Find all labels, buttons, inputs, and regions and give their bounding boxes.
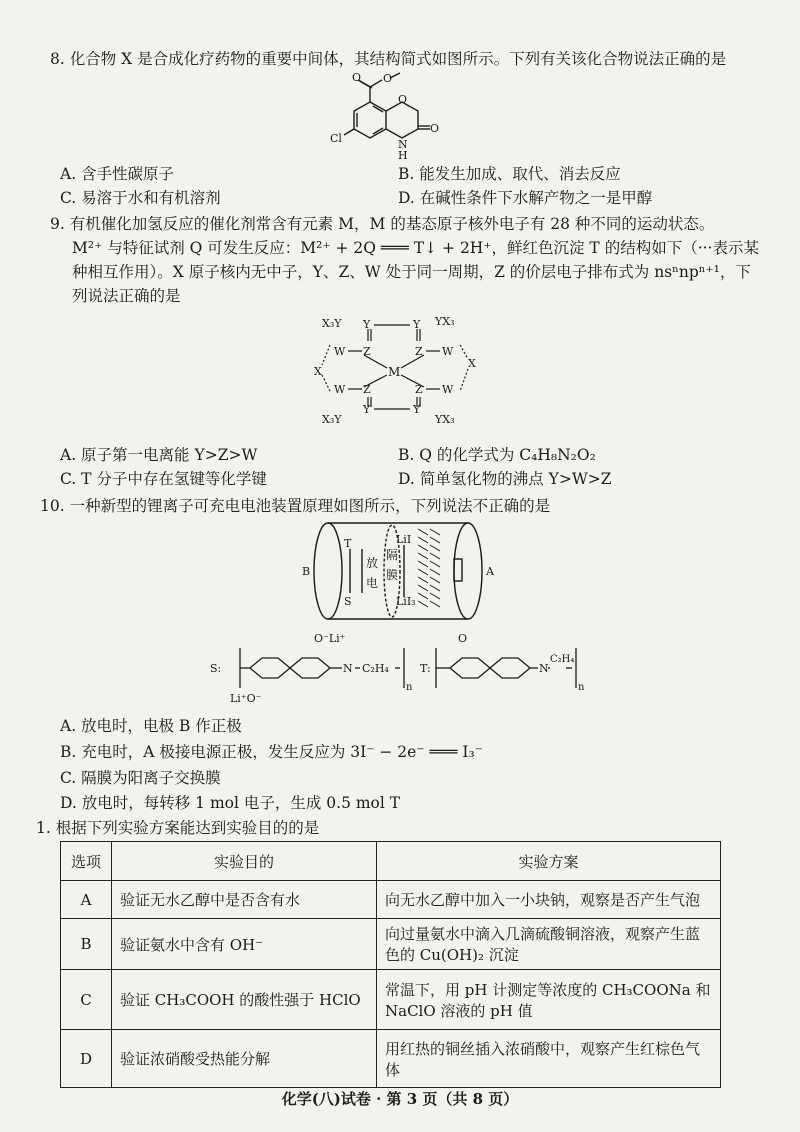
q9-y-bottom-1: Y <box>363 403 371 416</box>
q10-electrode-a: A <box>486 565 494 578</box>
q9-option-d: D. 简单氢化物的沸点 Y>W>Z <box>398 470 612 488</box>
q9-stem-line2: M²⁺ 与特征试剂 Q 可发生反应：M²⁺ + 2Q ═══ T↓ + 2H⁺，鲜红色沉淀 T 的结构如下（···表示某 <box>72 239 759 257</box>
q9-stem-line3: 种相互作用）。X 原子核内无中子，Y、Z、W 处于同一周期，Z 的价层电子排布式为 nsⁿnpⁿ⁺¹，下 <box>72 263 751 281</box>
table-cell-aim: 验证无水乙醇中是否含有水 <box>112 881 377 919</box>
q8-option-a: A. 含手性碳原子 <box>60 165 175 183</box>
q10-t-n-sub: n <box>578 682 585 693</box>
q9-y-top-1: Y <box>363 318 371 331</box>
q11-experiment-table <box>60 841 721 1088</box>
q8-option-d: D. 在碱性条件下水解产物之一是甲醇 <box>398 189 653 207</box>
q10-option-a: A. 放电时，电极 B 作正极 <box>60 717 242 735</box>
q10-s-n-sub: n <box>406 682 413 693</box>
q10-t-label: T <box>344 537 352 550</box>
q10-mo: 膜 <box>386 568 399 582</box>
q9-z-2: Z <box>415 345 423 358</box>
table-cell-plan: 常温下，用 pH 计测定等浓度的 CH₃COONa 和 NaClO 溶液的 pH 值 <box>377 970 721 1030</box>
q9-stem-line1: 9. 有机催化加氢反应的催化剂常含有元素 M，M 的基态原子核外电子有 28 种不同的运动状态。 <box>50 215 715 233</box>
q9-stem-line4: 列说法正确的是 <box>72 287 181 305</box>
table-cell-aim: 验证 CH₃COOH 的酸性强于 HClO <box>112 970 377 1030</box>
table-row <box>61 881 721 919</box>
q8-n: N <box>398 138 408 151</box>
q10-dian: 电 <box>366 576 379 590</box>
q8-option-b: B. 能发生加成、取代、消去反应 <box>398 165 621 183</box>
table-header-option: 选项 <box>61 842 112 881</box>
q9-w-1: W <box>334 345 346 358</box>
q8-h: H <box>398 149 408 160</box>
table-row <box>61 1030 721 1088</box>
table-cell-aim: 验证氨水中含有 OH⁻ <box>112 919 377 970</box>
q10-option-c: C. 隔膜为阳离子交换膜 <box>60 769 221 787</box>
q9-w-2: W <box>442 345 454 358</box>
q9-z-3: Z <box>363 383 371 396</box>
table-header-plan: 实验方案 <box>377 842 721 881</box>
table-header-aim: 实验目的 <box>112 842 377 881</box>
q9-yx3-bottom-right: YX₃ <box>435 413 455 426</box>
table-cell-plan: 用红热的铜丝插入浓硝酸中，观察产生红棕色气体 <box>377 1030 721 1088</box>
table-cell-aim: 验证浓硝酸受热能分解 <box>112 1030 377 1088</box>
table-cell-option: A <box>61 881 112 919</box>
table-cell-option: C <box>61 970 112 1030</box>
q10-battery-diagram <box>300 515 500 627</box>
q9-x3y-bottom-left: X₃Y <box>322 413 342 426</box>
q10-t-o-top: O <box>458 632 468 645</box>
q9-yx3-top-right: YX₃ <box>435 315 455 328</box>
table-row <box>61 919 721 970</box>
table-cell-plan: 向无水乙醇中加入一小块钠，观察是否产生气泡 <box>377 881 721 919</box>
q10-t-n-atom: N <box>539 662 549 675</box>
q9-y-bottom-2: Y <box>413 403 421 416</box>
q8-cl: Cl <box>330 132 342 145</box>
q9-m-center: M <box>388 365 401 379</box>
q8-o-ester: O <box>383 72 393 85</box>
q10-s-c2h4: C₂H₄ <box>362 662 389 675</box>
table-cell-plan: 向过量氨水中滴入几滴硫酸铜溶液，观察产生蓝色的 Cu(OH)₂ 沉淀 <box>377 919 721 970</box>
q10-s-n-atom: N <box>343 662 353 675</box>
q9-z-1: Z <box>363 345 371 358</box>
q10-t-polymer-label: T: <box>420 662 431 675</box>
q9-w-4: W <box>442 383 454 396</box>
q10-s-polymer-label: S: <box>210 662 222 675</box>
q10-ge: 隔 <box>386 548 399 562</box>
q10-lii: LiI <box>396 533 412 546</box>
q10-electrode-b: B <box>302 565 311 578</box>
q8-o-carbonyl: O <box>352 71 362 84</box>
q10-t-c2h4: C₂H₄ <box>550 654 575 665</box>
q10-option-b: B. 充电时，A 极接电源正极，发生反应为 3I⁻ − 2e⁻ ═══ I₃⁻ <box>60 743 483 761</box>
q9-x-left: X <box>314 365 322 378</box>
q8-stem: 8. 化合物 X 是合成化疗药物的重要中间体，其结构简式如图所示。下列有关该化合物说法正确的是 <box>50 50 727 68</box>
q10-stem: 10. 一种新型的锂离子可充电电池装置原理如图所示，下列说法不正确的是 <box>40 497 551 515</box>
q11-stem: 1. 根据下列实验方案能达到实验目的的是 <box>36 819 320 837</box>
q9-z-4: Z <box>415 383 423 396</box>
q8-structure-diagram <box>330 70 470 160</box>
table-cell-option: B <box>61 919 112 970</box>
q9-x3y-top-left: X₃Y <box>322 317 342 330</box>
q9-y-top-2: Y <box>413 318 421 331</box>
q8-o-lactam: O <box>430 122 440 135</box>
page-footer: 化学(八)试卷 · 第 3 页（共 8 页） <box>281 1090 519 1108</box>
q9-option-b: B. Q 的化学式为 C₄H₈N₂O₂ <box>398 446 596 464</box>
q10-s-label: S <box>344 595 352 608</box>
table-header-row <box>61 842 721 881</box>
q9-w-3: W <box>334 383 346 396</box>
table-cell-option: D <box>61 1030 112 1088</box>
q8-option-c: C. 易溶于水和有机溶剂 <box>60 189 221 207</box>
q9-option-a: A. 原子第一电离能 Y>Z>W <box>60 446 258 464</box>
q10-option-d: D. 放电时，每转移 1 mol 电子，生成 0.5 mol T <box>60 794 401 812</box>
q10-polymers-diagram <box>210 628 590 708</box>
q8-o-ring: O <box>398 93 408 106</box>
q10-s-lio-bottom: Li⁺O⁻ <box>230 692 262 705</box>
q9-option-c: C. T 分子中存在氢键等化学键 <box>60 470 267 488</box>
q9-complex-diagram <box>300 305 500 435</box>
q10-lii3: LiI₃ <box>396 595 416 608</box>
q9-x-right: X <box>468 357 476 370</box>
q10-fang: 放 <box>366 556 379 570</box>
q10-s-oli-top: O⁻Li⁺ <box>314 632 346 645</box>
table-row <box>61 970 721 1030</box>
